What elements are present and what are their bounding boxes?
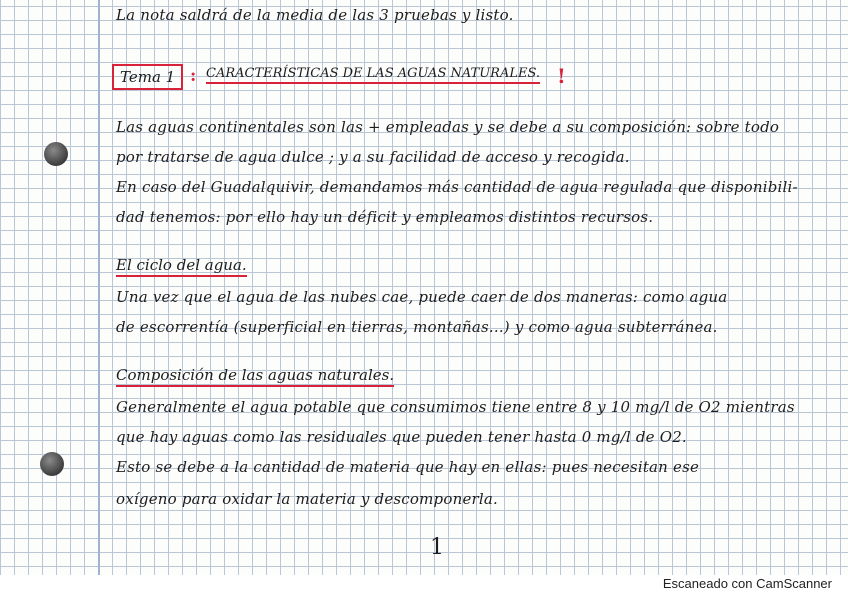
tema-label: Tema 1	[112, 64, 183, 90]
paragraph-line: oxígeno para oxidar la materia y descomponerla.	[116, 490, 499, 508]
paragraph-line: que hay aguas como las residuales que pueden tener hasta 0 mg/l de O2.	[116, 428, 687, 446]
ciclo-heading: El ciclo del agua.	[116, 256, 247, 277]
binder-hole	[40, 452, 64, 476]
composicion-heading: Composición de las aguas naturales.	[116, 366, 394, 387]
paragraph-line: Esto se debe a la cantidad de materia que hay en ellas: pues necesitan ese	[116, 458, 700, 476]
alert-icon: !	[557, 64, 566, 88]
binder-hole	[44, 142, 68, 166]
scanner-watermark: Escaneado con CamScanner	[662, 576, 832, 591]
intro-line: La nota saldrá de la media de las 3 pruebas y listo.	[116, 6, 514, 24]
paragraph-line: En caso del Guadalquivir, demandamos más cantidad de agua regulada que disponibili-	[116, 178, 798, 196]
paragraph-line: por tratarse de agua dulce ; y a su facilidad de acceso y recogida.	[116, 148, 630, 166]
margin-line	[98, 0, 100, 575]
paragraph-line: Generalmente el agua potable que consumimos tiene entre 8 y 10 mg/l de O2 mientras	[116, 398, 795, 416]
paragraph-line: Las aguas continentales son las + empleadas y se debe a su composición: sobre todo	[116, 118, 780, 136]
page-number: 1	[430, 535, 444, 560]
paragraph-line: dad tenemos: por ello hay un déficit y empleamos distintos recursos.	[116, 208, 654, 226]
tema-colon: :	[190, 66, 197, 86]
paragraph-line: Una vez que el agua de las nubes cae, puede caer de dos maneras: como agua	[116, 288, 728, 306]
tema-title: CARACTERÍSTICAS DE LAS AGUAS NATURALES.	[206, 66, 540, 84]
paragraph-line: de escorrentía (superficial en tierras, montañas...) y como agua subterránea.	[116, 318, 718, 336]
